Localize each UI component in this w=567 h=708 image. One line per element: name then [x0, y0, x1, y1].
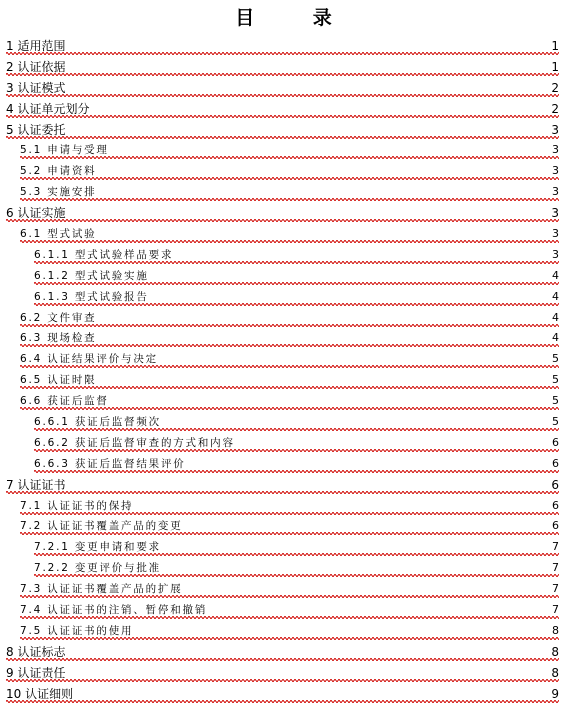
toc-entry-label: 6.6.1 获证后监督频次 [34, 416, 161, 429]
toc-entry-link[interactable] [6, 687, 559, 703]
toc-entry-label: 6 认证实施 [6, 206, 66, 221]
toc-entry-page-number: 4 [552, 331, 559, 345]
toc-entry-page-number: 7 [552, 603, 559, 617]
toc-entry-page-number: 1 [551, 39, 559, 53]
toc-entry-label: 3 认证模式 [6, 80, 66, 95]
toc-entry-link[interactable] [6, 123, 559, 139]
toc-entry[interactable] [0, 433, 567, 454]
toc-entry-label: 6.1.3 型式试验报告 [34, 290, 149, 303]
toc-entry-link[interactable] [20, 185, 559, 201]
toc-entry[interactable] [0, 391, 567, 412]
toc-entry-label: 6.6.3 获证后监督结果评价 [34, 457, 186, 470]
toc-entry-link[interactable] [34, 269, 559, 285]
toc-entry[interactable] [0, 684, 567, 705]
toc-entry-label: 8 认证标志 [6, 644, 66, 659]
toc-entry-link[interactable] [20, 164, 559, 180]
toc-entry-link[interactable] [20, 373, 559, 389]
toc-entry[interactable] [0, 203, 567, 224]
toc-entry[interactable] [0, 78, 567, 99]
toc-entry-label: 6.1.2 型式试验实施 [34, 269, 149, 282]
toc-entry[interactable] [0, 308, 567, 329]
toc-entry-label: 6.6.2 获证后监督审查的方式和内容 [34, 436, 235, 449]
toc-entry-label: 7.2.1 变更申请和要求 [34, 541, 161, 554]
toc-entry[interactable] [0, 349, 567, 370]
toc-entry-page-number: 5 [552, 352, 559, 366]
toc-entry[interactable] [0, 621, 567, 642]
toc-entry-link[interactable] [6, 60, 559, 76]
toc-entry-page-number: 3 [552, 247, 559, 261]
toc-entry-page-number: 7 [552, 582, 559, 596]
toc-entry-label: 2 认证依据 [6, 59, 66, 74]
toc-entry[interactable] [0, 224, 567, 245]
toc-entry-page-number: 6 [552, 456, 559, 470]
toc-entry-page-number: 6 [552, 435, 559, 449]
toc-entry-label: 7.2 认证证书覆盖产品的变更 [20, 520, 183, 533]
toc-entry-page-number: 4 [552, 289, 559, 303]
toc-entry-page-number: 3 [551, 206, 559, 221]
toc-entry[interactable] [0, 140, 567, 161]
toc-entry-page-number: 4 [552, 310, 559, 324]
toc-entry-page-number: 7 [552, 540, 559, 554]
toc-entry[interactable] [0, 663, 567, 684]
toc-entry-link[interactable] [20, 352, 559, 368]
toc-entry-link[interactable] [6, 645, 559, 661]
toc-entry-link[interactable] [20, 331, 559, 347]
toc-entry-label: 6.6 获证后监督 [20, 395, 109, 408]
toc-entry-page-number: 5 [552, 373, 559, 387]
toc-entry[interactable] [0, 57, 567, 78]
toc-entry[interactable] [0, 161, 567, 182]
toc-entry-page-number: 6 [552, 498, 559, 512]
toc-entry-link[interactable] [34, 248, 559, 264]
toc-entry[interactable] [0, 642, 567, 663]
toc-entry-label: 7.3 认证证书覆盖产品的扩展 [20, 583, 183, 596]
toc-entry[interactable] [0, 36, 567, 57]
toc-entry-label: 7.4 认证证书的注销、暂停和撤销 [20, 604, 208, 617]
toc-entry[interactable] [0, 370, 567, 391]
toc-entry-page-number: 3 [552, 164, 559, 178]
toc-entry[interactable] [0, 266, 567, 287]
toc-entry-link[interactable] [34, 290, 559, 306]
toc-entry-link[interactable] [20, 499, 559, 515]
toc-entry-link[interactable] [6, 81, 559, 97]
toc-entry-page-number: 8 [551, 665, 559, 680]
toc-entry-label: 5.1 申请与受理 [20, 144, 109, 157]
toc-entry-page-number: 3 [552, 185, 559, 199]
toc-entry[interactable] [0, 475, 567, 496]
toc-entry-link[interactable] [20, 582, 559, 598]
toc-entry-page-number: 8 [551, 644, 559, 659]
toc-entry-link[interactable] [34, 436, 559, 452]
toc-entry-label: 4 认证单元划分 [6, 101, 90, 116]
toc-entry-link[interactable] [34, 457, 559, 473]
toc-entry-link[interactable] [34, 561, 559, 577]
toc-entry-label: 5 认证委托 [6, 122, 66, 137]
toc-entry-page-number: 1 [551, 59, 559, 74]
toc-entry-label: 5.3 实施安排 [20, 186, 97, 199]
toc-entry-link[interactable] [34, 540, 559, 556]
toc-entry-page-number: 5 [552, 394, 559, 408]
toc-entry[interactable] [0, 120, 567, 141]
toc-entry-label: 5.2 申请资料 [20, 165, 97, 178]
toc-entry[interactable] [0, 182, 567, 203]
toc-entry-link[interactable] [6, 478, 559, 494]
toc-entry[interactable] [0, 99, 567, 120]
toc-entry[interactable] [0, 516, 567, 537]
toc-entry-page-number: 2 [551, 80, 559, 95]
toc-entry[interactable] [0, 287, 567, 308]
toc-entry-label: 7.5 认证证书的使用 [20, 624, 134, 637]
toc-entry-page-number: 6 [552, 519, 559, 533]
toc-entry-link[interactable] [20, 394, 559, 410]
toc-entry[interactable] [0, 600, 567, 621]
toc-entry-label: 7 认证证书 [6, 477, 66, 492]
toc-entry-link[interactable] [20, 624, 559, 640]
toc-entry-label: 6.5 认证时限 [20, 374, 97, 387]
toc-entry[interactable] [0, 537, 567, 558]
page-title: 目 录 [235, 7, 358, 29]
toc-entry-link[interactable] [20, 227, 559, 243]
toc-entry-page-number: 3 [552, 227, 559, 241]
toc-entry-page-number: 2 [551, 101, 559, 116]
toc-entry-link[interactable] [6, 206, 559, 222]
toc-entry-label: 7.2.2 变更评价与批准 [34, 562, 161, 575]
toc-entry-page-number: 8 [552, 623, 559, 637]
toc-entry-label: 6.1 型式试验 [20, 228, 97, 241]
toc-entry-link[interactable] [34, 415, 559, 431]
toc-entry-page-number: 6 [551, 477, 559, 492]
toc-entry-label: 9 认证责任 [6, 665, 66, 680]
toc-entry-label: 6.1.1 型式试验样品要求 [34, 248, 174, 261]
toc-entry[interactable] [0, 558, 567, 579]
toc-entry-page-number: 3 [552, 143, 559, 157]
toc-entry-page-number: 9 [551, 686, 559, 701]
toc-entry-label: 6.3 现场检查 [20, 332, 97, 345]
toc-entry[interactable] [0, 328, 567, 349]
toc-entry[interactable] [0, 245, 567, 266]
toc-entry-label: 7.1 认证证书的保持 [20, 499, 134, 512]
toc-entry-page-number: 3 [551, 122, 559, 137]
toc-entry-label: 1 适用范围 [6, 39, 66, 53]
toc-entry-link[interactable] [20, 603, 559, 619]
toc-entry-link[interactable] [20, 143, 559, 159]
toc-entry-label: 6.2 文件审查 [20, 311, 97, 324]
toc-entry-label: 6.4 认证结果评价与决定 [20, 353, 158, 366]
toc-entry[interactable] [0, 454, 567, 475]
toc-entry-link[interactable] [6, 666, 559, 682]
toc-entry-link[interactable] [6, 39, 559, 55]
toc-entry[interactable] [0, 579, 567, 600]
toc-entry-page-number: 7 [552, 561, 559, 575]
toc-entry-link[interactable] [6, 102, 559, 118]
toc-entry-link[interactable] [20, 311, 559, 327]
toc-entry-page-number: 4 [552, 268, 559, 282]
toc-entry-link[interactable] [20, 519, 559, 535]
toc-entry[interactable] [0, 496, 567, 517]
toc-entry-label: 10 认证细则 [6, 686, 74, 701]
toc-entry[interactable] [0, 412, 567, 433]
toc-entry-page-number: 5 [552, 415, 559, 429]
toc-list [0, 36, 567, 705]
